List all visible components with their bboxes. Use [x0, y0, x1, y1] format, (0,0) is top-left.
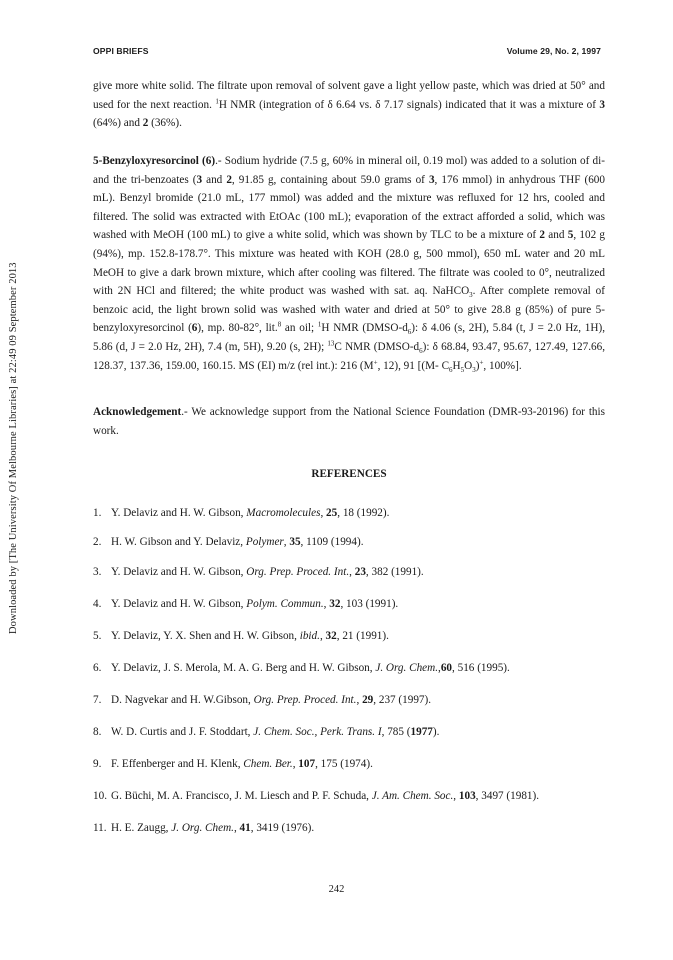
references-heading: REFERENCES [311, 468, 387, 480]
volume-info: Volume 29, No. 2, 1997 [506, 46, 601, 56]
acknowledgement-heading: Acknowledgement [93, 406, 182, 418]
acknowledgement-paragraph: Acknowledgement.- We acknowledge support from the National Science Foundation (DMR-93-20196) for this work. [93, 406, 605, 437]
reference-item: 9. F. Effenberger and H. Klenk, Chem. Ber., 107, 175 (1974). [93, 758, 373, 770]
download-watermark: Downloaded by [The University Of Melbourne Libraries] at 22:49 09 September 2013 [8, 262, 19, 634]
paragraph-continuation: give more white solid. The filtrate upon removal of solvent gave a light yellow paste, which was dried at 50° and used for the next reaction. $^1$H NMR (integration of δ 6.64 vs. δ 7.17 signals) indicated that it was a mixture of 3 (64%) and 2 (36%). [93, 80, 605, 130]
reference-item: 10. G. Büchi, M. A. Francisco, J. M. Liesch and P. F. Schuda, J. Am. Chem. Soc., 103, 3497 (1981). [93, 790, 540, 802]
reference-item: 3. Y. Delaviz and H. W. Gibson, Org. Prep. Proced. Int., 23, 382 (1991). [93, 566, 424, 578]
reference-item: 8. W. D. Curtis and J. F. Stoddart, J. Chem. Soc., Perk. Trans. I, 785 (1977). [93, 726, 440, 738]
reference-item: 6. Y. Delaviz, J. S. Merola, M. A. G. Berg and H. W. Gibson, J. Org. Chem.,60, 516 (1995). [93, 662, 510, 674]
reference-item: 1. Y. Delaviz and H. W. Gibson, Macromolecules, 25, 18 (1992). [93, 507, 390, 519]
reference-item: 11. H. E. Zaugg, J. Org. Chem., 41, 3419 (1976). [93, 822, 315, 834]
compound-heading: 5-Benzyloxyresorcinol (6) [93, 155, 216, 167]
reference-item: 5. Y. Delaviz, Y. X. Shen and H. W. Gibson, ibid., 32, 21 (1991). [93, 630, 389, 642]
reference-item: 7. D. Nagvekar and H. W.Gibson, Org. Prep. Proced. Int., 29, 237 (1997). [93, 694, 432, 706]
journal-section: OPPI BRIEFS [93, 46, 149, 56]
page-number: 242 [328, 884, 345, 895]
reference-item: 2. H. W. Gibson and Y. Delaviz, Polymer, 35, 1109 (1994). [93, 536, 364, 548]
running-header [93, 46, 601, 56]
synthesis-paragraph: 5-Benzyloxyresorcinol (6).- Sodium hydride (7.5 g, 60% in mineral oil, 0.19 mol) was added to a solution of di- and the tri-benzoates (3 and 2, 91.85 g, containing about 59.0 grams of 3, 176 mmol) in anhydrous THF (600 mL). Benzyl bromide (21.0 mL, 177 mmol) was added and the mixture was refluxed for 12 hrs, cooled and filtered. The solid was extracted with EtOAc (100 mL); evaporation of the extract afforded a solid, which was washed with MeOH (100 mL) to give a white solid, which was shown by TLC to be a mixture of 2 and 5, 102 g (94%), mp. 152.8-178.7°. This mixture was heated with KOH (28.0 g, 500 mmol), 650 mL water and 20 mL MeOH to give a dark brown mixture, which after cooling was filtered. The filtrate was cooled to 0°, neutralized with 2N HCl and filtered; the white product was washed with sat. aq. NaHCO$_3$. After complete removal of benzoic acid, the light brown solid was washed with water and dried at 50° to give 28.8 g (85%) of pure 5-benzyloxyresorcinol (6), mp. 80-82°, lit.$^8$ an oil; $^1$H NMR $(DMSO-d_6)$: δ 4.06 (s, 2H), 5.84 (t, J = 2.0 Hz, 1H), 5.86 (d, J = 2.0 Hz, 2H), 7.4 (m, 5H), 9.20 (s, 2H); $^{13}$C NMR $(DMSO-d_6)$: δ 68.84, 93.47, 95.67, 127.49, 127.66, 128.37, 137.36, 159.00, 160.15. MS (EI) m/z (rel int.): 216 (M+, 12), 91 [(M- $C_6H_5O_3)^+$, 100%]. [93, 155, 606, 374]
reference-item: 4. Y. Delaviz and H. W. Gibson, Polym. Commun., 32, 103 (1991). [93, 598, 399, 610]
